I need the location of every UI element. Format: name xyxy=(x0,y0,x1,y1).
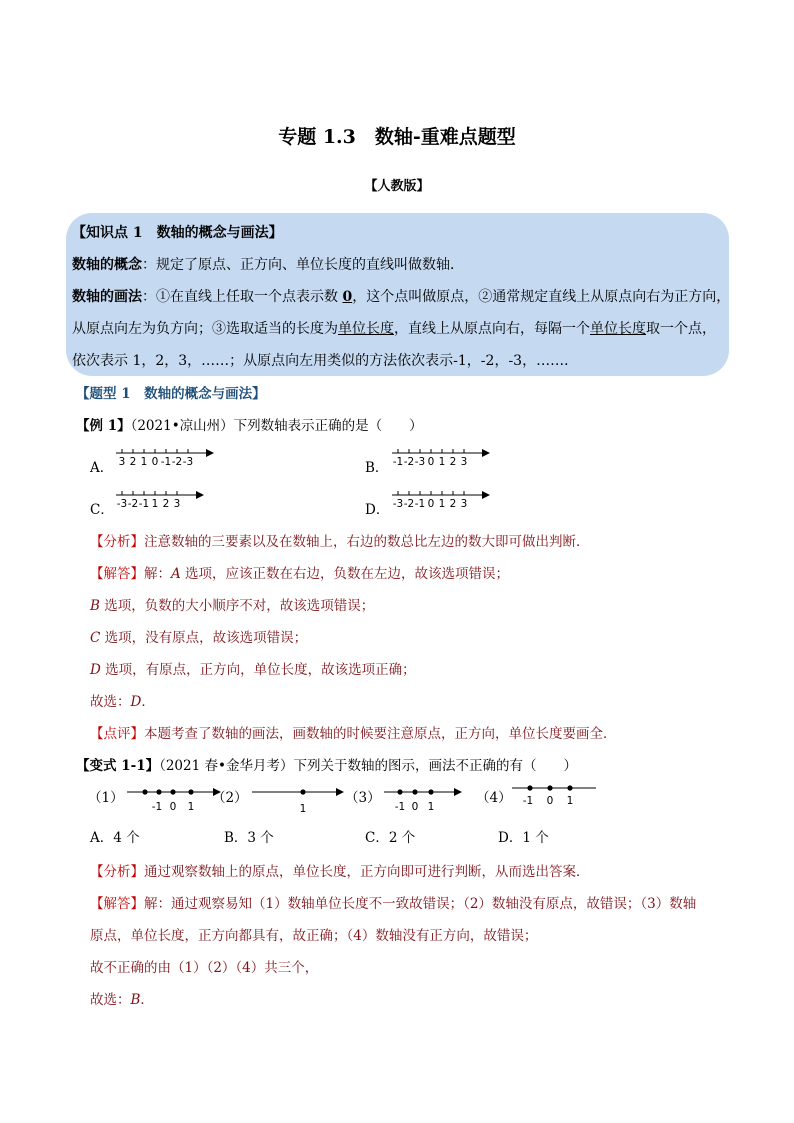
draw-label: 数轴的画法 xyxy=(72,289,142,305)
fig-2-label: （2） xyxy=(212,790,248,806)
concept-line xyxy=(72,254,464,274)
variant-answer-line-1 xyxy=(90,892,696,912)
variant-answer-text-1: 解：通过观察易知（1）数轴单位长度不一致故错误；（2）数轴没有原点，故错误；（3）数轴 xyxy=(144,896,697,912)
fig-4-tick-1: 1 xyxy=(566,795,574,807)
example-tag: 【例 1】 xyxy=(76,418,131,434)
draw-line-1 xyxy=(72,286,730,306)
example-question: （2021•凉山州）下列数轴表示正确的是（ ） xyxy=(130,418,423,434)
tick-label: 1 xyxy=(140,456,148,468)
answer-a-letter: A xyxy=(171,566,181,582)
example-answer-line-d xyxy=(90,658,416,678)
tick-label: -1 xyxy=(138,498,150,510)
tick-label: 2 xyxy=(162,498,170,510)
fig-3-label: （3） xyxy=(345,790,381,806)
draw-text-2a: 从原点向左为负方向；③选取适当的长度为 xyxy=(72,321,338,337)
unit-length-2: 单位长度 xyxy=(590,321,646,337)
tick-label: 3 xyxy=(173,498,181,510)
variant-analysis-text: 通过观察数轴上的原点，单位长度，正方向即可进行判断，从而选出答案． xyxy=(144,864,590,880)
example-question-line xyxy=(76,414,423,434)
draw-text-1b: ，这个点叫做原点，②通常规定直线上从原点向右为正方向， xyxy=(352,289,731,305)
answer-b-letter: B xyxy=(90,598,100,614)
tick-label: 1 xyxy=(438,498,446,510)
variant-choose-post: ． xyxy=(140,992,154,1008)
tick-label: -3 xyxy=(182,456,194,468)
tick-label: -1 xyxy=(392,456,404,468)
option-d-numberline xyxy=(390,488,500,510)
tick-label: 1 xyxy=(438,456,446,468)
tick-label: 2 xyxy=(449,456,457,468)
answer-b-text: 选项，负数的大小顺序不对，故该选项错误； xyxy=(99,598,375,614)
fig-3-tick-neg1: -1 xyxy=(394,801,406,813)
analysis-text: 注意数轴的三要素以及在数轴上，右边的数总比左边的数大即可做出判断． xyxy=(144,534,590,550)
unit-length-1: 单位长度 xyxy=(338,321,394,337)
variant-tag: 【变式 1-1】 xyxy=(76,758,160,774)
draw-line-3: 依次表示 1，2，3，……；从原点向左用类似的方法依次表示-1，-2，-3，……． xyxy=(72,353,579,369)
fig-4-tick-0: 0 xyxy=(546,795,554,807)
variant-choose-letter: B xyxy=(130,992,141,1008)
comment-text: 本题考查了数轴的画法，画数轴的时候要注意原点，正方向，单位长度要画全． xyxy=(144,726,617,742)
tick-label: 3 xyxy=(460,456,468,468)
concept-text: ：规定了原点、正方向、单位长度的直线叫做数轴． xyxy=(142,257,464,273)
fig-4-label: （4） xyxy=(476,790,512,806)
variant-question-line xyxy=(76,754,577,774)
variant-answer-tag: 【解答】 xyxy=(90,896,144,912)
tick-label: 3 xyxy=(118,456,126,468)
variant-analysis xyxy=(90,860,590,880)
fig-1-numberline xyxy=(125,784,225,814)
edition-label: 【人教版】 xyxy=(364,179,430,194)
knowledge-heading: 【知识点 1 数轴的概念与画法】 xyxy=(72,225,283,241)
tick-label: 0 xyxy=(151,456,159,468)
concept-label: 数轴的概念 xyxy=(72,257,142,273)
page-title: 专题 1.3 数轴-重难点题型 xyxy=(278,126,516,148)
answer-lead: 解： xyxy=(144,566,171,582)
tick-label: -2 xyxy=(403,456,415,468)
fig-3-tick-0: 0 xyxy=(411,801,419,813)
variant-choice-b: B．3 个 xyxy=(224,830,274,846)
option-b-letter: B． xyxy=(365,460,389,476)
tick-label: 0 xyxy=(427,456,435,468)
draw-text-1a: ：①在直线上任取一个点表示数 xyxy=(142,289,343,305)
example-answer-line-c xyxy=(90,626,307,646)
option-d-letter: D． xyxy=(365,502,390,518)
answer-tag: 【解答】 xyxy=(90,566,144,582)
example-comment xyxy=(90,722,617,742)
option-a-numberline xyxy=(114,446,224,468)
answer-a-text: 选项，应该正数在右边，负数在左边，故该选项错误； xyxy=(180,566,510,582)
tick-label: -3 xyxy=(392,498,404,510)
fig-2-numberline xyxy=(250,784,350,814)
tick-label: 0 xyxy=(427,498,435,510)
variant-answer-line-2: 原点，单位长度，正方向都具有，故正确；（4）数轴没有正方向，故错误； xyxy=(90,928,538,944)
tick-label: -1 xyxy=(414,498,426,510)
fig-3-numberline xyxy=(382,784,472,814)
comment-tag: 【点评】 xyxy=(90,726,144,742)
tick-label: -3 xyxy=(414,456,426,468)
variant-choose-pre: 故选： xyxy=(90,992,131,1008)
option-c-letter: C． xyxy=(90,502,114,518)
fig-4-tick-neg1: -1 xyxy=(522,795,534,807)
fig-4-numberline xyxy=(510,780,610,810)
choose-post: ． xyxy=(141,694,155,710)
answer-c-text: 选项，没有原点，故该选项错误； xyxy=(100,630,308,646)
choose-letter: D xyxy=(130,694,142,710)
draw-text-2c: 取一个点， xyxy=(646,321,716,337)
fig-3-tick-1: 1 xyxy=(427,801,435,813)
analysis-tag: 【分析】 xyxy=(90,534,144,550)
tick-label: -2 xyxy=(127,498,139,510)
variant-question: （2021 春•金华月考）下列关于数轴的图示，画法不正确的有（ ） xyxy=(159,758,577,774)
tick-label: 2 xyxy=(129,456,137,468)
answer-d-letter: D xyxy=(90,662,101,678)
example-analysis xyxy=(90,530,590,550)
draw-text-2b: ，直线上从原点向右，每隔一个 xyxy=(394,321,590,337)
option-a-letter: A． xyxy=(90,460,114,476)
choose-pre: 故选： xyxy=(90,694,131,710)
draw-zero: 0 xyxy=(342,289,353,305)
example-answer-line-a xyxy=(90,562,509,582)
topic-heading: 【题型 1 数轴的概念与画法】 xyxy=(76,386,266,402)
option-c-numberline xyxy=(114,488,224,510)
variant-choice-a: A．4 个 xyxy=(90,830,140,846)
variant-analysis-tag: 【分析】 xyxy=(90,864,144,880)
fig-1-tick-0: 0 xyxy=(169,801,177,813)
variant-choice-c: C．2 个 xyxy=(365,830,416,846)
variant-choice-d: D．1 个 xyxy=(498,830,549,846)
answer-c-letter: C xyxy=(90,630,101,646)
tick-label: -2 xyxy=(171,456,183,468)
example-answer-line-b xyxy=(90,594,374,614)
tick-label: 2 xyxy=(449,498,457,510)
variant-choose xyxy=(90,988,154,1008)
example-choose xyxy=(90,690,155,710)
answer-d-text: 选项，有原点，正方向，单位长度，故该选项正确； xyxy=(100,662,416,678)
fig-1-label: （1） xyxy=(88,790,124,806)
tick-label: 3 xyxy=(460,498,468,510)
fig-1-tick-1: 1 xyxy=(187,801,195,813)
draw-line-2 xyxy=(72,318,716,338)
tick-label: -3 xyxy=(116,498,128,510)
tick-label: -2 xyxy=(403,498,415,510)
variant-answer-line-3: 故不正确的由（1）（2）（4）共三个， xyxy=(90,960,319,976)
fig-1-tick-neg1: -1 xyxy=(151,801,163,813)
tick-label: 1 xyxy=(151,498,159,510)
fig-2-tick-1: 1 xyxy=(299,803,307,815)
option-b-numberline xyxy=(390,446,500,468)
tick-label: -1 xyxy=(160,456,172,468)
